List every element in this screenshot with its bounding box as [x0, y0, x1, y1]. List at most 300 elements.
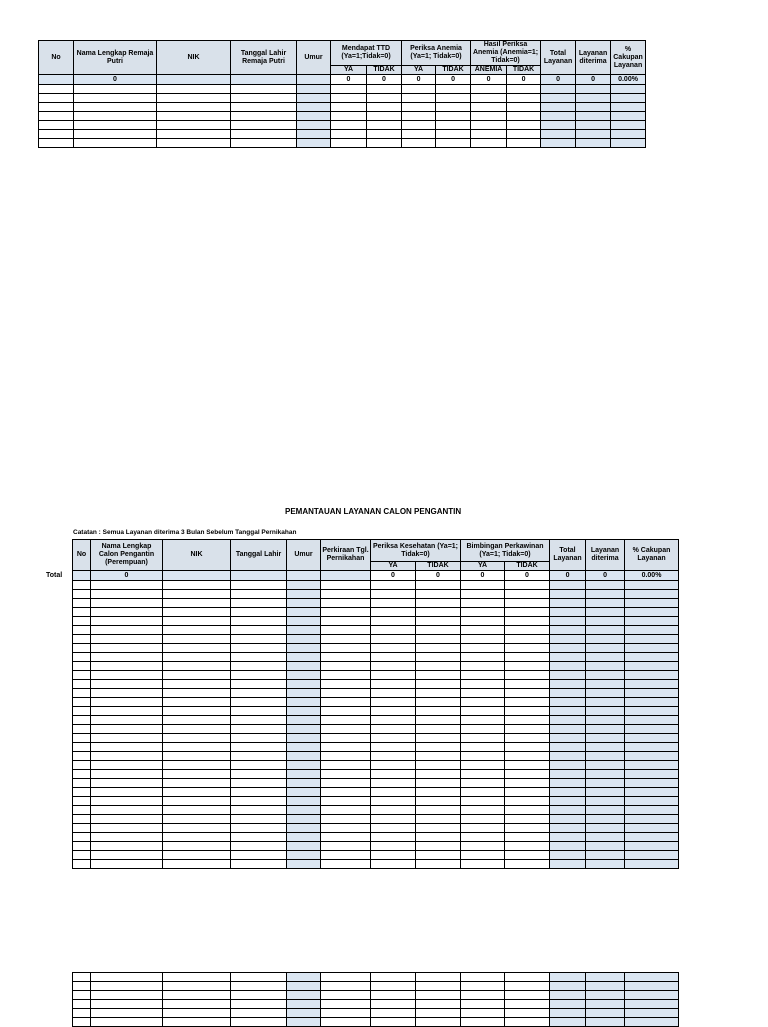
table-cell[interactable] — [461, 653, 505, 662]
table-cell[interactable] — [163, 752, 231, 761]
table-cell[interactable] — [625, 982, 679, 991]
table-cell[interactable] — [625, 851, 679, 860]
table-cell[interactable] — [371, 842, 416, 851]
table-cell[interactable] — [550, 617, 586, 626]
table-cell[interactable] — [231, 130, 297, 139]
table-cell[interactable] — [371, 982, 416, 991]
table-cell[interactable] — [550, 770, 586, 779]
table-cell[interactable] — [231, 982, 287, 991]
table-cell[interactable] — [321, 991, 371, 1000]
table-cell[interactable] — [321, 824, 371, 833]
table-cell[interactable] — [163, 743, 231, 752]
table-cell[interactable] — [73, 581, 91, 590]
table-cell[interactable] — [73, 982, 91, 991]
table-cell[interactable] — [625, 779, 679, 788]
table-cell[interactable] — [371, 991, 416, 1000]
table-cell[interactable] — [541, 130, 576, 139]
table-cell[interactable] — [611, 94, 646, 103]
table-cell[interactable] — [586, 725, 625, 734]
table-cell[interactable] — [231, 581, 287, 590]
table-cell[interactable] — [505, 860, 550, 869]
table-cell[interactable] — [73, 752, 91, 761]
table-cell[interactable] — [163, 725, 231, 734]
table-cell[interactable] — [287, 770, 321, 779]
table-cell[interactable] — [163, 635, 231, 644]
table-cell[interactable] — [416, 842, 461, 851]
table-cell[interactable] — [471, 121, 507, 130]
table-cell[interactable] — [416, 680, 461, 689]
table-cell[interactable] — [321, 815, 371, 824]
table-cell[interactable] — [416, 716, 461, 725]
table-cell[interactable] — [461, 698, 505, 707]
table-cell[interactable] — [163, 734, 231, 743]
table-cell[interactable] — [371, 671, 416, 680]
table-cell[interactable] — [550, 851, 586, 860]
table-cell[interactable] — [157, 139, 231, 148]
table-cell[interactable] — [321, 779, 371, 788]
table-cell[interactable] — [231, 779, 287, 788]
table-cell[interactable] — [416, 698, 461, 707]
table-cell[interactable] — [73, 770, 91, 779]
table-cell[interactable] — [371, 824, 416, 833]
table-cell[interactable] — [505, 599, 550, 608]
table-cell[interactable] — [39, 121, 74, 130]
table-cell[interactable] — [461, 761, 505, 770]
table-cell[interactable] — [586, 797, 625, 806]
table-cell[interactable] — [371, 743, 416, 752]
table-cell[interactable] — [586, 581, 625, 590]
table-cell[interactable] — [74, 94, 157, 103]
table-cell[interactable] — [505, 1009, 550, 1018]
table-cell[interactable] — [550, 671, 586, 680]
table-cell[interactable] — [163, 824, 231, 833]
table-cell[interactable] — [416, 653, 461, 662]
table-cell[interactable] — [231, 788, 287, 797]
table-cell[interactable] — [586, 608, 625, 617]
table-cell[interactable] — [73, 653, 91, 662]
table-cell[interactable] — [550, 608, 586, 617]
table-cell[interactable] — [163, 707, 231, 716]
table-cell[interactable] — [321, 851, 371, 860]
table-cell[interactable] — [416, 725, 461, 734]
table-cell[interactable] — [371, 689, 416, 698]
table-cell[interactable] — [611, 139, 646, 148]
table-cell[interactable] — [416, 806, 461, 815]
table-cell[interactable] — [287, 1000, 321, 1009]
table-cell[interactable] — [163, 788, 231, 797]
table-cell[interactable] — [550, 1000, 586, 1009]
table-cell[interactable] — [505, 770, 550, 779]
table-cell[interactable] — [625, 626, 679, 635]
table-cell[interactable] — [505, 725, 550, 734]
table-cell[interactable] — [586, 743, 625, 752]
table-cell[interactable] — [371, 599, 416, 608]
table-cell[interactable] — [371, 716, 416, 725]
table-cell[interactable] — [461, 725, 505, 734]
table-cell[interactable] — [436, 103, 471, 112]
table-cell[interactable] — [91, 689, 163, 698]
table-cell[interactable] — [507, 85, 541, 94]
table-cell[interactable] — [91, 590, 163, 599]
table-cell[interactable] — [505, 824, 550, 833]
table-cell[interactable] — [416, 851, 461, 860]
table-cell[interactable] — [625, 716, 679, 725]
table-cell[interactable] — [287, 788, 321, 797]
table-cell[interactable] — [231, 608, 287, 617]
table-cell[interactable] — [505, 581, 550, 590]
table-cell[interactable] — [287, 1009, 321, 1018]
table-cell[interactable] — [550, 1009, 586, 1018]
table-cell[interactable] — [297, 121, 331, 130]
table-cell[interactable] — [321, 716, 371, 725]
table-cell[interactable] — [625, 707, 679, 716]
table-cell[interactable] — [367, 85, 402, 94]
table-cell[interactable] — [163, 851, 231, 860]
table-cell[interactable] — [550, 824, 586, 833]
table-cell[interactable] — [505, 590, 550, 599]
table-cell[interactable] — [625, 635, 679, 644]
table-cell[interactable] — [550, 973, 586, 982]
table-cell[interactable] — [91, 788, 163, 797]
table-cell[interactable] — [625, 770, 679, 779]
table-cell[interactable] — [625, 815, 679, 824]
table-cell[interactable] — [74, 85, 157, 94]
table-cell[interactable] — [231, 973, 287, 982]
table-cell[interactable] — [74, 112, 157, 121]
table-cell[interactable] — [367, 130, 402, 139]
table-cell[interactable] — [231, 121, 297, 130]
table-cell[interactable] — [625, 680, 679, 689]
table-cell[interactable] — [505, 680, 550, 689]
table-cell[interactable] — [461, 671, 505, 680]
table-cell[interactable] — [321, 734, 371, 743]
table-cell[interactable] — [436, 85, 471, 94]
table-cell[interactable] — [163, 689, 231, 698]
table-cell[interactable] — [163, 806, 231, 815]
table-cell[interactable] — [287, 761, 321, 770]
table-cell[interactable] — [371, 725, 416, 734]
table-cell[interactable] — [91, 626, 163, 635]
table-cell[interactable] — [321, 1018, 371, 1027]
table-cell[interactable] — [91, 707, 163, 716]
table-cell[interactable] — [73, 806, 91, 815]
table-cell[interactable] — [505, 982, 550, 991]
table-cell[interactable] — [586, 1018, 625, 1027]
table-cell[interactable] — [586, 599, 625, 608]
table-cell[interactable] — [321, 806, 371, 815]
table-cell[interactable] — [231, 716, 287, 725]
table-cell[interactable] — [507, 139, 541, 148]
table-cell[interactable] — [157, 103, 231, 112]
table-cell[interactable] — [371, 617, 416, 626]
table-cell[interactable] — [416, 1009, 461, 1018]
table-cell[interactable] — [163, 991, 231, 1000]
table-cell[interactable] — [371, 635, 416, 644]
table-cell[interactable] — [461, 851, 505, 860]
table-cell[interactable] — [371, 815, 416, 824]
table-cell[interactable] — [461, 806, 505, 815]
table-cell[interactable] — [163, 1000, 231, 1009]
table-cell[interactable] — [287, 851, 321, 860]
table-cell[interactable] — [287, 815, 321, 824]
table-cell[interactable] — [625, 725, 679, 734]
table-cell[interactable] — [586, 833, 625, 842]
table-cell[interactable] — [550, 1018, 586, 1027]
table-cell[interactable] — [611, 121, 646, 130]
table-cell[interactable] — [91, 662, 163, 671]
table-cell[interactable] — [541, 94, 576, 103]
table-cell[interactable] — [505, 743, 550, 752]
table-cell[interactable] — [416, 734, 461, 743]
table-cell[interactable] — [505, 991, 550, 1000]
table-cell[interactable] — [39, 103, 74, 112]
table-cell[interactable] — [73, 851, 91, 860]
table-cell[interactable] — [461, 599, 505, 608]
table-cell[interactable] — [625, 581, 679, 590]
table-cell[interactable] — [461, 842, 505, 851]
table-cell[interactable] — [505, 707, 550, 716]
table-cell[interactable] — [461, 833, 505, 842]
table-cell[interactable] — [163, 653, 231, 662]
table-cell[interactable] — [91, 761, 163, 770]
table-cell[interactable] — [586, 761, 625, 770]
table-cell[interactable] — [625, 797, 679, 806]
table-cell[interactable] — [550, 599, 586, 608]
table-cell[interactable] — [287, 842, 321, 851]
table-cell[interactable] — [73, 698, 91, 707]
table-cell[interactable] — [586, 617, 625, 626]
table-cell[interactable] — [416, 991, 461, 1000]
table-cell[interactable] — [416, 644, 461, 653]
table-cell[interactable] — [287, 1018, 321, 1027]
table-cell[interactable] — [91, 608, 163, 617]
table-cell[interactable] — [73, 815, 91, 824]
table-cell[interactable] — [461, 626, 505, 635]
table-cell[interactable] — [163, 833, 231, 842]
table-cell[interactable] — [505, 1000, 550, 1009]
table-cell[interactable] — [461, 608, 505, 617]
table-cell[interactable] — [73, 761, 91, 770]
table-cell[interactable] — [321, 608, 371, 617]
table-cell[interactable] — [576, 139, 611, 148]
table-cell[interactable] — [550, 590, 586, 599]
table-cell[interactable] — [287, 617, 321, 626]
table-cell[interactable] — [321, 617, 371, 626]
table-cell[interactable] — [73, 788, 91, 797]
table-cell[interactable] — [505, 653, 550, 662]
table-cell[interactable] — [505, 833, 550, 842]
table-cell[interactable] — [39, 112, 74, 121]
table-cell[interactable] — [550, 644, 586, 653]
table-cell[interactable] — [416, 626, 461, 635]
table-cell[interactable] — [625, 788, 679, 797]
table-cell[interactable] — [287, 644, 321, 653]
table-cell[interactable] — [73, 779, 91, 788]
table-cell[interactable] — [461, 707, 505, 716]
table-cell[interactable] — [550, 716, 586, 725]
table-cell[interactable] — [586, 824, 625, 833]
table-cell[interactable] — [371, 797, 416, 806]
table-cell[interactable] — [91, 725, 163, 734]
table-cell[interactable] — [91, 770, 163, 779]
table-cell[interactable] — [550, 806, 586, 815]
table-cell[interactable] — [91, 797, 163, 806]
table-cell[interactable] — [321, 644, 371, 653]
table-cell[interactable] — [157, 112, 231, 121]
table-cell[interactable] — [371, 806, 416, 815]
table-cell[interactable] — [163, 644, 231, 653]
table-cell[interactable] — [461, 590, 505, 599]
table-cell[interactable] — [331, 139, 367, 148]
table-cell[interactable] — [73, 608, 91, 617]
table-cell[interactable] — [461, 1018, 505, 1027]
table-cell[interactable] — [416, 797, 461, 806]
table-cell[interactable] — [91, 1000, 163, 1009]
table-cell[interactable] — [91, 991, 163, 1000]
table-cell[interactable] — [321, 653, 371, 662]
table-cell[interactable] — [505, 806, 550, 815]
table-cell[interactable] — [73, 1009, 91, 1018]
table-cell[interactable] — [74, 130, 157, 139]
table-cell[interactable] — [416, 635, 461, 644]
table-cell[interactable] — [91, 833, 163, 842]
table-cell[interactable] — [73, 824, 91, 833]
table-cell[interactable] — [367, 112, 402, 121]
table-cell[interactable] — [576, 103, 611, 112]
table-cell[interactable] — [461, 581, 505, 590]
table-cell[interactable] — [625, 860, 679, 869]
table-cell[interactable] — [402, 121, 436, 130]
table-cell[interactable] — [461, 752, 505, 761]
table-cell[interactable] — [231, 833, 287, 842]
table-cell[interactable] — [321, 973, 371, 982]
table-cell[interactable] — [550, 635, 586, 644]
table-cell[interactable] — [625, 734, 679, 743]
table-cell[interactable] — [611, 130, 646, 139]
table-cell[interactable] — [586, 662, 625, 671]
table-cell[interactable] — [287, 581, 321, 590]
table-cell[interactable] — [371, 973, 416, 982]
table-cell[interactable] — [550, 743, 586, 752]
table-cell[interactable] — [73, 590, 91, 599]
table-cell[interactable] — [550, 842, 586, 851]
table-cell[interactable] — [163, 626, 231, 635]
table-cell[interactable] — [586, 842, 625, 851]
table-cell[interactable] — [586, 626, 625, 635]
table-cell[interactable] — [416, 860, 461, 869]
table-cell[interactable] — [461, 815, 505, 824]
table-cell[interactable] — [91, 973, 163, 982]
table-cell[interactable] — [91, 842, 163, 851]
table-cell[interactable] — [331, 121, 367, 130]
table-cell[interactable] — [231, 599, 287, 608]
table-cell[interactable] — [371, 779, 416, 788]
table-cell[interactable] — [231, 112, 297, 121]
table-cell[interactable] — [231, 761, 287, 770]
table-cell[interactable] — [461, 824, 505, 833]
table-cell[interactable] — [371, 608, 416, 617]
table-cell[interactable] — [163, 680, 231, 689]
table-cell[interactable] — [287, 973, 321, 982]
table-cell[interactable] — [91, 851, 163, 860]
table-cell[interactable] — [321, 842, 371, 851]
table-cell[interactable] — [416, 833, 461, 842]
table-cell[interactable] — [505, 851, 550, 860]
table-cell[interactable] — [321, 662, 371, 671]
table-cell[interactable] — [91, 779, 163, 788]
table-cell[interactable] — [287, 626, 321, 635]
table-cell[interactable] — [625, 617, 679, 626]
table-cell[interactable] — [297, 130, 331, 139]
table-cell[interactable] — [586, 779, 625, 788]
table-cell[interactable] — [231, 626, 287, 635]
table-cell[interactable] — [287, 698, 321, 707]
table-cell[interactable] — [163, 1018, 231, 1027]
table-cell[interactable] — [73, 662, 91, 671]
table-cell[interactable] — [331, 94, 367, 103]
table-cell[interactable] — [550, 707, 586, 716]
table-cell[interactable] — [625, 698, 679, 707]
table-cell[interactable] — [331, 103, 367, 112]
table-cell[interactable] — [39, 130, 74, 139]
table-cell[interactable] — [91, 1018, 163, 1027]
table-cell[interactable] — [371, 653, 416, 662]
table-cell[interactable] — [73, 725, 91, 734]
table-cell[interactable] — [321, 689, 371, 698]
table-cell[interactable] — [231, 860, 287, 869]
table-cell[interactable] — [287, 797, 321, 806]
table-cell[interactable] — [321, 581, 371, 590]
table-cell[interactable] — [402, 139, 436, 148]
table-cell[interactable] — [163, 815, 231, 824]
table-cell[interactable] — [231, 725, 287, 734]
table-cell[interactable] — [91, 752, 163, 761]
table-cell[interactable] — [74, 139, 157, 148]
table-cell[interactable] — [163, 982, 231, 991]
table-cell[interactable] — [321, 1000, 371, 1009]
table-cell[interactable] — [625, 1009, 679, 1018]
table-cell[interactable] — [73, 1000, 91, 1009]
table-cell[interactable] — [163, 671, 231, 680]
table-cell[interactable] — [371, 662, 416, 671]
table-cell[interactable] — [576, 121, 611, 130]
table-cell[interactable] — [297, 139, 331, 148]
table-cell[interactable] — [331, 85, 367, 94]
table-cell[interactable] — [505, 662, 550, 671]
table-cell[interactable] — [576, 94, 611, 103]
table-cell[interactable] — [157, 94, 231, 103]
table-cell[interactable] — [231, 1000, 287, 1009]
table-cell[interactable] — [371, 851, 416, 860]
table-cell[interactable] — [505, 734, 550, 743]
table-cell[interactable] — [321, 761, 371, 770]
table-cell[interactable] — [91, 734, 163, 743]
table-cell[interactable] — [287, 734, 321, 743]
table-cell[interactable] — [471, 130, 507, 139]
table-cell[interactable] — [550, 734, 586, 743]
table-cell[interactable] — [416, 599, 461, 608]
table-cell[interactable] — [163, 581, 231, 590]
table-cell[interactable] — [576, 112, 611, 121]
table-cell[interactable] — [231, 85, 297, 94]
table-cell[interactable] — [625, 599, 679, 608]
table-cell[interactable] — [471, 139, 507, 148]
table-cell[interactable] — [461, 779, 505, 788]
table-cell[interactable] — [416, 743, 461, 752]
table-cell[interactable] — [39, 139, 74, 148]
table-cell[interactable] — [505, 752, 550, 761]
table-cell[interactable] — [625, 761, 679, 770]
